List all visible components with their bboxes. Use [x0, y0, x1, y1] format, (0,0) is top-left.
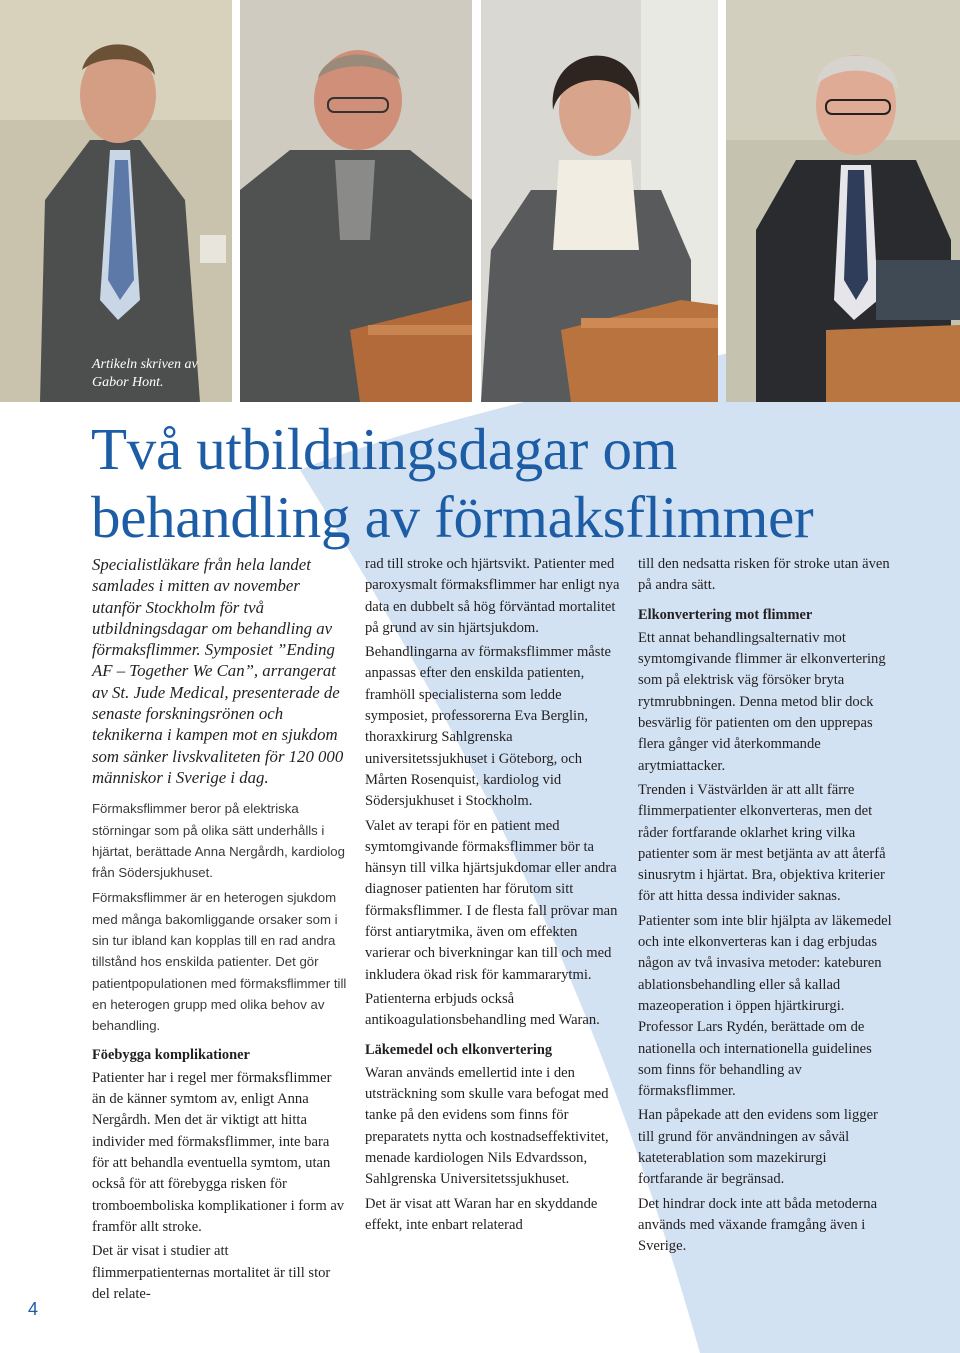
subheading: Läkemedel och elkonvertering — [365, 1041, 553, 1058]
body-paragraph: till den nedsatta risken för stroke utan även på andra sätt. — [638, 556, 890, 594]
body-paragraph: Patienter har i regel mer förmaksflimmer än de känner symtom av, enligt Anna Nergårdh. Men det är viktigt att hitta individer med förmaksflimmer, inte bara för att behandla eventuella symtom, utan också för att förebygga risken för tromboemboliska komplikationer i form av framför allt stroke. — [92, 1069, 345, 1235]
body-paragraph: Det är visat i studier att flimmerpatienternas mortalitet är till stor del relate- — [92, 1243, 331, 1302]
body-paragraph: Valet av terapi för en patient med symtomgivande förmaksflimmer bör ta hänsyn till vilka hjärtsjukdomar eller andra diagnoser patienten har förutom sitt förmaksflimmer. I de flesta fall prövar man först antiarytmika, även om effekten varierar och biverkningar kan till och med inkludera ökad risk för kammararytmi. — [365, 817, 618, 983]
body-paragraph: Förmaksflimmer är en heterogen sjukdom med många bakomliggande orsaker som i sin tur ibland kan kopplas till en rad andra tillstånd hos enskilda patienter. Det gör patientpopulationen med förmaksflimmer till en heterogen grupp med olika behov av behandling. — [92, 890, 347, 1034]
subheading: Elkonvertering mot flimmer — [638, 606, 813, 623]
text-column-1 — [92, 554, 348, 1308]
text-column-3 — [638, 554, 893, 1261]
author-credit — [92, 356, 232, 392]
article-title-line-1: Två utbildningsdagar om — [91, 416, 678, 482]
body-paragraph: Behandlingarna av förmaksflimmer måste anpassas efter den enskilda patienten, framhöll specialisterna som ledde symposiet, professorerna Eva Berglin, thoraxkirurg Sahlgrenska universitetssjukhuset i Göteborg, och Mårten Rosenquist, kardiolog vid Södersjukhuset i Stockholm. — [365, 644, 611, 810]
text-column-2 — [365, 554, 620, 1239]
photo-speaker-2 — [240, 0, 472, 402]
body-paragraph: Han påpekade att den evidens som ligger till grund för användningen av såväl kateterablation som mazekirurgi fortfarande är begränsad. — [638, 1107, 878, 1188]
body-paragraph: Det är visat att Waran har en skyddande effekt, inte enbart relaterad — [365, 1195, 598, 1233]
photo-speaker-1 — [0, 0, 232, 402]
lead-paragraph: Specialistläkare från hela landet samlades i mitten av november utanför Stockholm för två utbildningsdagar om behandling av förmaksflimmer. Symposiet ”Ending AF – Together We Can”, arrangerat av St. Jude Medical, presenterade de senaste forskningsrönen och teknikerna i kampen mot en sjukdom som sänker livskvaliteten för 120 000 människor i Sverige i dag. — [92, 555, 344, 787]
body-paragraph: Patienterna erbjuds också antikoagulationsbehandling med Waran. — [365, 990, 600, 1029]
subheading: Föebygga komplikationer — [92, 1046, 250, 1063]
body-paragraph: Waran används emellertid inte i den utsträckning som skulle vara befogat med tanke på den evidens som finns för preparatets nytta och kostnadseffektivitet, menade kardiologen Nils Edvardsson, Sahlgrenska Universitetssjukhuset. — [365, 1064, 609, 1188]
photo-speaker-4 — [726, 0, 960, 402]
body-paragraph: Förmaksflimmer beror på elektriska störningar som på olika sätt underhålls i hjärtat, berättade Anna Nergårdh, kardiolog från Södersjukhuset. — [92, 801, 345, 881]
page-number: 4 — [28, 1299, 39, 1319]
article-title — [91, 415, 951, 551]
body-paragraph: Patienter som inte blir hjälpta av läkemedel och inte elkonverteras kan i dag erbjudas någon av två invasiva metoder: kateburen ablationsbehandling eller så kallad mazeoperation i öppen hjärtkirurgi. Professor Lars Rydén, berättade om de nationella och internationella guidelines som finns för behandling av förmaksflimmer. — [638, 912, 892, 1100]
photo-speaker-3 — [481, 0, 718, 402]
author-credit-line-2: Gabor Hont. — [92, 375, 164, 390]
body-paragraph: Ett annat behandlingsalternativ mot symtomgivande flimmer är elkonvertering som på elektrisk väg försöker bryta rytmrubbningen. Denna metod blir dock besvärlig för patienten om den upprepas flera gånger vid återkommande arytmiattacker. — [638, 629, 886, 774]
body-paragraph: Det hindrar dock inte att båda metoderna används med växande framgång även i Sverige. — [638, 1195, 878, 1255]
author-credit-line-1: Artikeln skriven av — [92, 357, 198, 372]
article-title-line-2: behandling av förmaksflimmer — [91, 484, 814, 550]
body-paragraph: rad till stroke och hjärtsvikt. Patienter med paroxysmalt förmaksflimmer har enligt nya data en dubbelt så hög förväntad mortalitet på grund av sin hjärtsjukdom. — [365, 556, 620, 636]
body-paragraph: Trenden i Västvärlden är att allt färre flimmerpatienter elkonverteras, men det råder fortfarande oklarhet kring vilka patienter som är mest betjänta av att återfå sinusrytm i hjärtat. Bra, objektiva kriterier för att hitta dessa individer saknas. — [638, 781, 886, 905]
